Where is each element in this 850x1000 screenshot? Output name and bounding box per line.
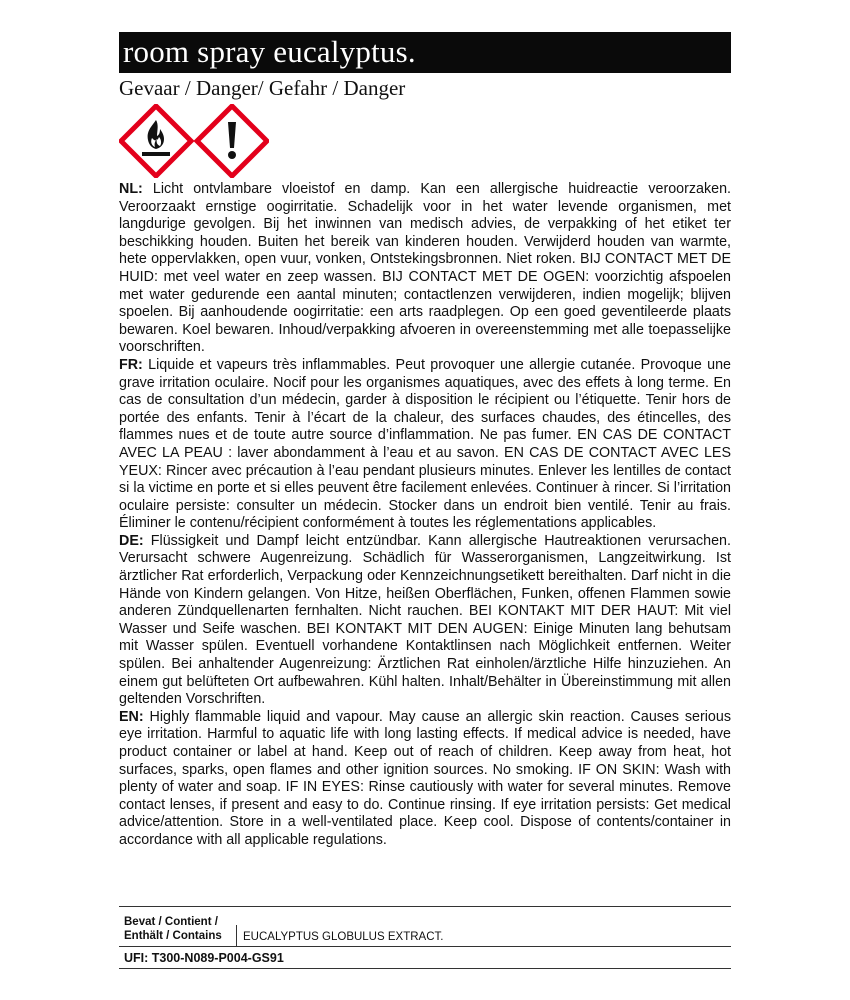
lang-code-nl: NL: — [119, 181, 143, 197]
contains-label — [124, 915, 222, 943]
ghs02-flame-icon — [121, 106, 191, 176]
table-divider — [236, 925, 237, 946]
text-en: Highly flammable liquid and vapour. May cause an allergic skin reaction. Causes serious eye irritation. Harmful to aquatic life with long lasting effects. If medical advice is needed, have product container or label at hand. Keep out of reach of children. Keep away from heat, hot surfaces, sparks, open flames and other ignition sources. No smoking. IF ON SKIN: Wash with plenty of water and soap. IF IN EYES: Rinse cautiously with water for several minutes. Remove contact lenses, if present and easy to do. Continue rinsing. If eye irritation persists: Get medical advice/attention. Store in a well-ventilated place. Keep cool. Dispose of contents/container in accordance with all applicable regulations. — [119, 708, 731, 848]
contains-table — [119, 906, 731, 970]
title-bar — [119, 32, 731, 73]
section-en — [119, 709, 731, 850]
hazard-statements — [119, 181, 731, 850]
lang-code-de: DE: — [119, 532, 144, 549]
hazard-pictograms — [119, 104, 269, 178]
section-fr — [119, 357, 731, 533]
table-bottom-rule — [119, 968, 731, 969]
text-fr: Liquide et vapeurs très inflammables. Peut provoquer une allergie cutanée. Provoque une grave irritation oculaire. Nocif pour les organismes aquatiques, avec des effets à long terme. En cas de consultation d’un médecin, garder à disposition le récipient ou l’étiquette. Tenir hors de portée des enfants. Tenir à l’écart de la chaleur, des surfaces chaudes, des étincelles, des flammes nues et de toute autre source d’inflammation. Ne pas fumer. EN CAS DE CONTACT AVEC LA PEAU : laver abondamment à l’eau et au savon. EN CAS DE CONTACT AVEC LES YEUX: Rincer avec précaution à l’eau pendant plusieurs minutes. Enlever les lentilles de contact si la victime en porte et si elles peuvent être facilement enlevées. Continuer à rincer. Si l’irritation oculaire persiste: consulter un médecin. Stocker dans un endroit bien ventilé. Tenir au frais. Éliminer le contenu/récipient conformément à toutes les réglementations applicables. — [119, 356, 731, 532]
lang-code-en: EN: — [119, 708, 144, 725]
product-title: room spray eucalyptus. — [123, 34, 416, 69]
table-top-rule — [119, 906, 731, 907]
text-de: Flüssigkeit und Dampf leicht entzündbar. Kann allergische Hautreaktionen verursachen. Verursacht schwere Augenreizung. Schädlich für Wasserorganismen, Langzeitwirkung. Ist ärztlicher Rat erforderlich, Verpackung oder Kennzeichnungsetikett bereithalten. Darf nicht in die Hände von Kindern gelangen. Von Hitze, heißen Oberflächen, Funken, offenen Flammen sowie anderen Zündquellenarten fernhalten. Nicht rauchen. BEI KONTAKT MIT DER HAUT: Mit viel Wasser und Seife waschen. BEI KONTAKT MIT DEN AUGEN: Einige Minuten lang behutsam mit Wasser spülen. Eventuell vorhandene Kontaktlinsen nach Möglichkeit entfernen. Weiter spülen. Bei anhaltender Augenreizung: Ärztlichen Rat einholen/ärztliche Hilfe hinzuziehen. An einem gut belüfteten Ort aufbewahren. Kühl halten. Inhalt/Behälter in Übereinstimmung mit allen geltenden Vorschriften. — [119, 532, 731, 708]
section-de — [119, 533, 731, 709]
signal-words: Gevaar / Danger/ Gefahr / Danger — [119, 76, 406, 100]
text-nl: Licht ontvlambare vloeistof en damp. Kan een allergische huidreactie veroorzaken. Veroorzaakt ernstige oogirritatie. Schadelijk voor in het water levende organismen, met langdurige gevolgen. Bij het inwinnen van medisch advies, de verpakking of het etiket ter beschikking houden. Buiten het bereik van kinderen houden. Verwijderd houden van warmte, hete oppervlakken, open vuur, vonken, Ontstekingsbronnen. Niet roken. BIJ CONTACT MET DE HUID: met veel water en zeep wassen. BIJ CONTACT MET DE OGEN: voorzichtig afspoelen met water gedurende een aantal minuten; contactlenzen verwijderen, indien mogelijk; blijven spoelen. Bij aanhoudende oogirritatie: een arts raadplegen. Op een goed geventileerde plaats bewaren. Koel bewaren. Inhoud/verpakking afvoeren in overeenstemming met alle toepasselijke voorschriften. — [119, 181, 731, 356]
contains-label-line2: Enthält / Contains — [124, 930, 222, 942]
contains-value: EUCALYPTUS GLOBULUS EXTRACT. — [243, 931, 444, 943]
contains-label-line1: Bevat / Contient / — [124, 916, 218, 928]
lang-code-fr: FR: — [119, 356, 143, 373]
table-middle-rule — [119, 946, 731, 947]
ufi-code: UFI: T300-N089-P004-GS91 — [124, 951, 284, 965]
ghs07-exclamation-icon — [197, 106, 267, 176]
section-nl — [119, 181, 731, 357]
